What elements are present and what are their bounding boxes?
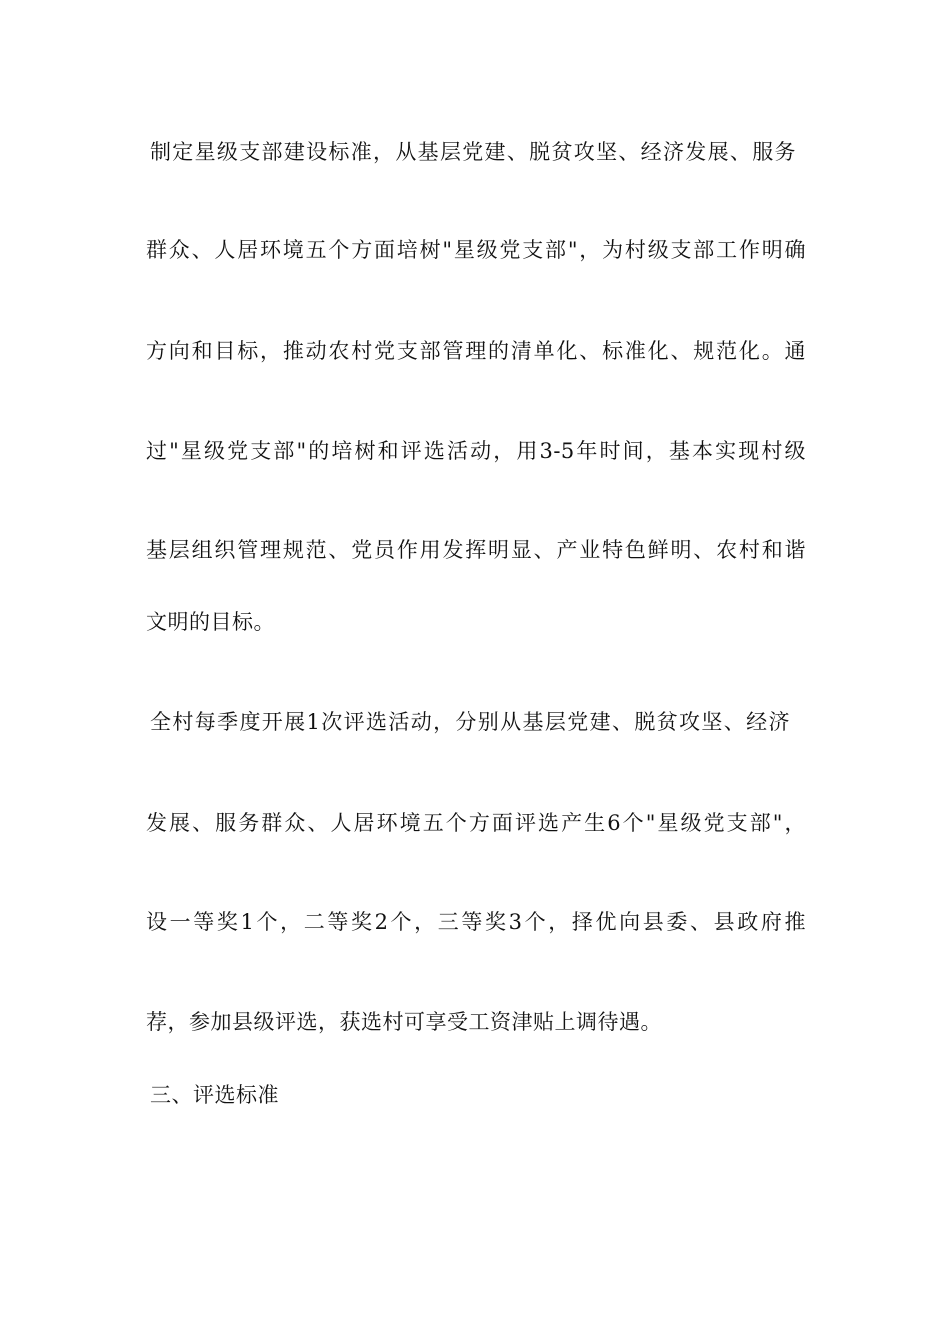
paragraph-line-4: 过"星级党支部"的培树和评选活动，用3-5年时间，基本实现村级 <box>146 439 806 463</box>
paragraph-line-8: 发展、服务群众、人居环境五个方面评选产生6个"星级党支部"， <box>146 811 806 835</box>
paragraph-line-10: 荐，参加县级评选，获选村可享受工资津贴上调待遇。 <box>146 1010 662 1034</box>
paragraph-line-5: 基层组织管理规范、党员作用发挥明显、产业特色鲜明、农村和谐 <box>146 538 806 562</box>
paragraph-line-6: 文明的目标。 <box>146 610 275 634</box>
paragraph-line-3: 方向和目标，推动农村党支部管理的清单化、标准化、规范化。通 <box>146 339 806 363</box>
paragraph-line-2: 群众、人居环境五个方面培树"星级党支部"，为村级支部工作明确 <box>146 238 806 262</box>
paragraph-line-1: 制定星级支部建设标准，从基层党建、脱贫攻坚、经济发展、服务 <box>150 140 796 164</box>
section-heading: 三、评选标准 <box>150 1083 279 1107</box>
paragraph-line-7: 全村每季度开展1次评选活动，分别从基层党建、脱贫攻坚、经济 <box>150 710 790 734</box>
paragraph-line-9: 设一等奖1个，二等奖2个，三等奖3个，择优向县委、县政府推 <box>146 910 806 934</box>
